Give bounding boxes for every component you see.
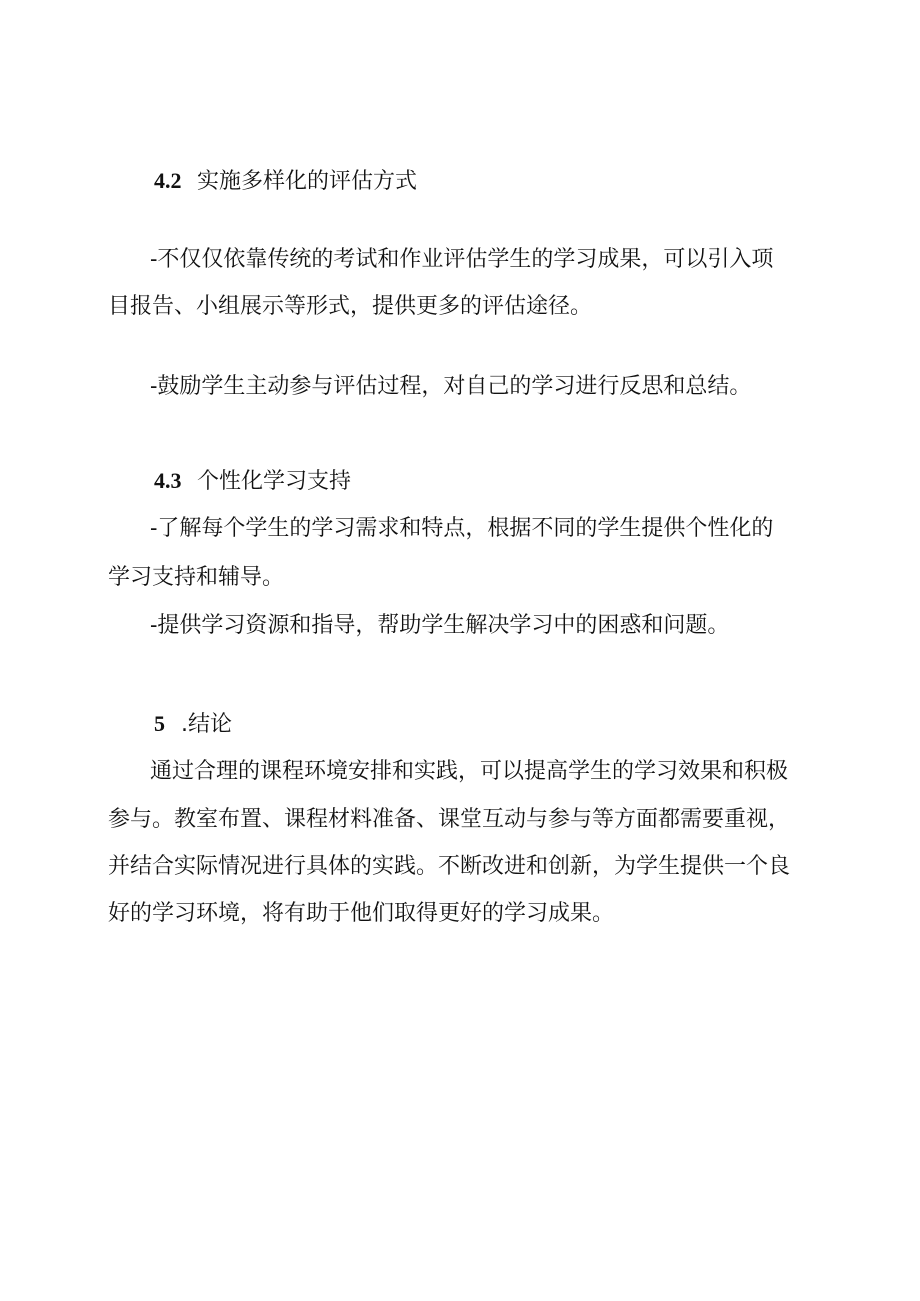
paragraph-line: 通过合理的课程环境安排和实践，可以提高学生的学习效果和积极 — [150, 759, 789, 784]
section-title: 个性化学习支持 — [197, 469, 352, 494]
paragraph-line: -鼓励学生主动参与评估过程，对自己的学习进行反思和总结。 — [150, 374, 752, 399]
section-heading-4-3 — [154, 466, 351, 497]
paragraph-line: -了解每个学生的学习需求和特点，根据不同的学生提供个性化的 — [150, 516, 774, 541]
section-title: .结论 — [181, 712, 232, 737]
paragraph-5-conclusion — [108, 757, 832, 929]
paragraph-line: -提供学习资源和指导，帮助学生解决学习中的困惑和问题。 — [150, 613, 730, 638]
paragraph-line: -不仅仅依靠传统的考试和作业评估学生的学习成果，可以引入项 — [150, 247, 774, 272]
paragraph-line: 参与。教室布置、课程材料准备、课堂互动与参与等方面都需要重视， — [108, 807, 791, 832]
paragraph-4-3-learning-needs — [108, 514, 832, 593]
section-heading-5 — [154, 709, 232, 740]
paragraph-4-2-evaluation-methods — [108, 245, 832, 322]
section-number: 5 — [154, 711, 165, 736]
paragraph-line: 学习支持和辅导。 — [108, 565, 285, 590]
section-number: 4.2 — [154, 168, 182, 193]
section-title: 实施多样化的评估方式 — [197, 169, 418, 194]
paragraph-line: 好的学习环境，将有助于他们取得更好的学习成果。 — [108, 901, 615, 926]
section-number: 4.3 — [154, 468, 182, 493]
paragraph-line: 并结合实际情况进行具体的实践。不断改进和创新，为学生提供一个良 — [108, 854, 791, 879]
section-heading-4-2 — [154, 166, 417, 197]
paragraph-line: 目报告、小组展示等形式，提供更多的评估途径。 — [108, 294, 593, 319]
paragraph-4-2-self-evaluation — [108, 372, 832, 402]
paragraph-4-3-resources — [108, 611, 832, 641]
